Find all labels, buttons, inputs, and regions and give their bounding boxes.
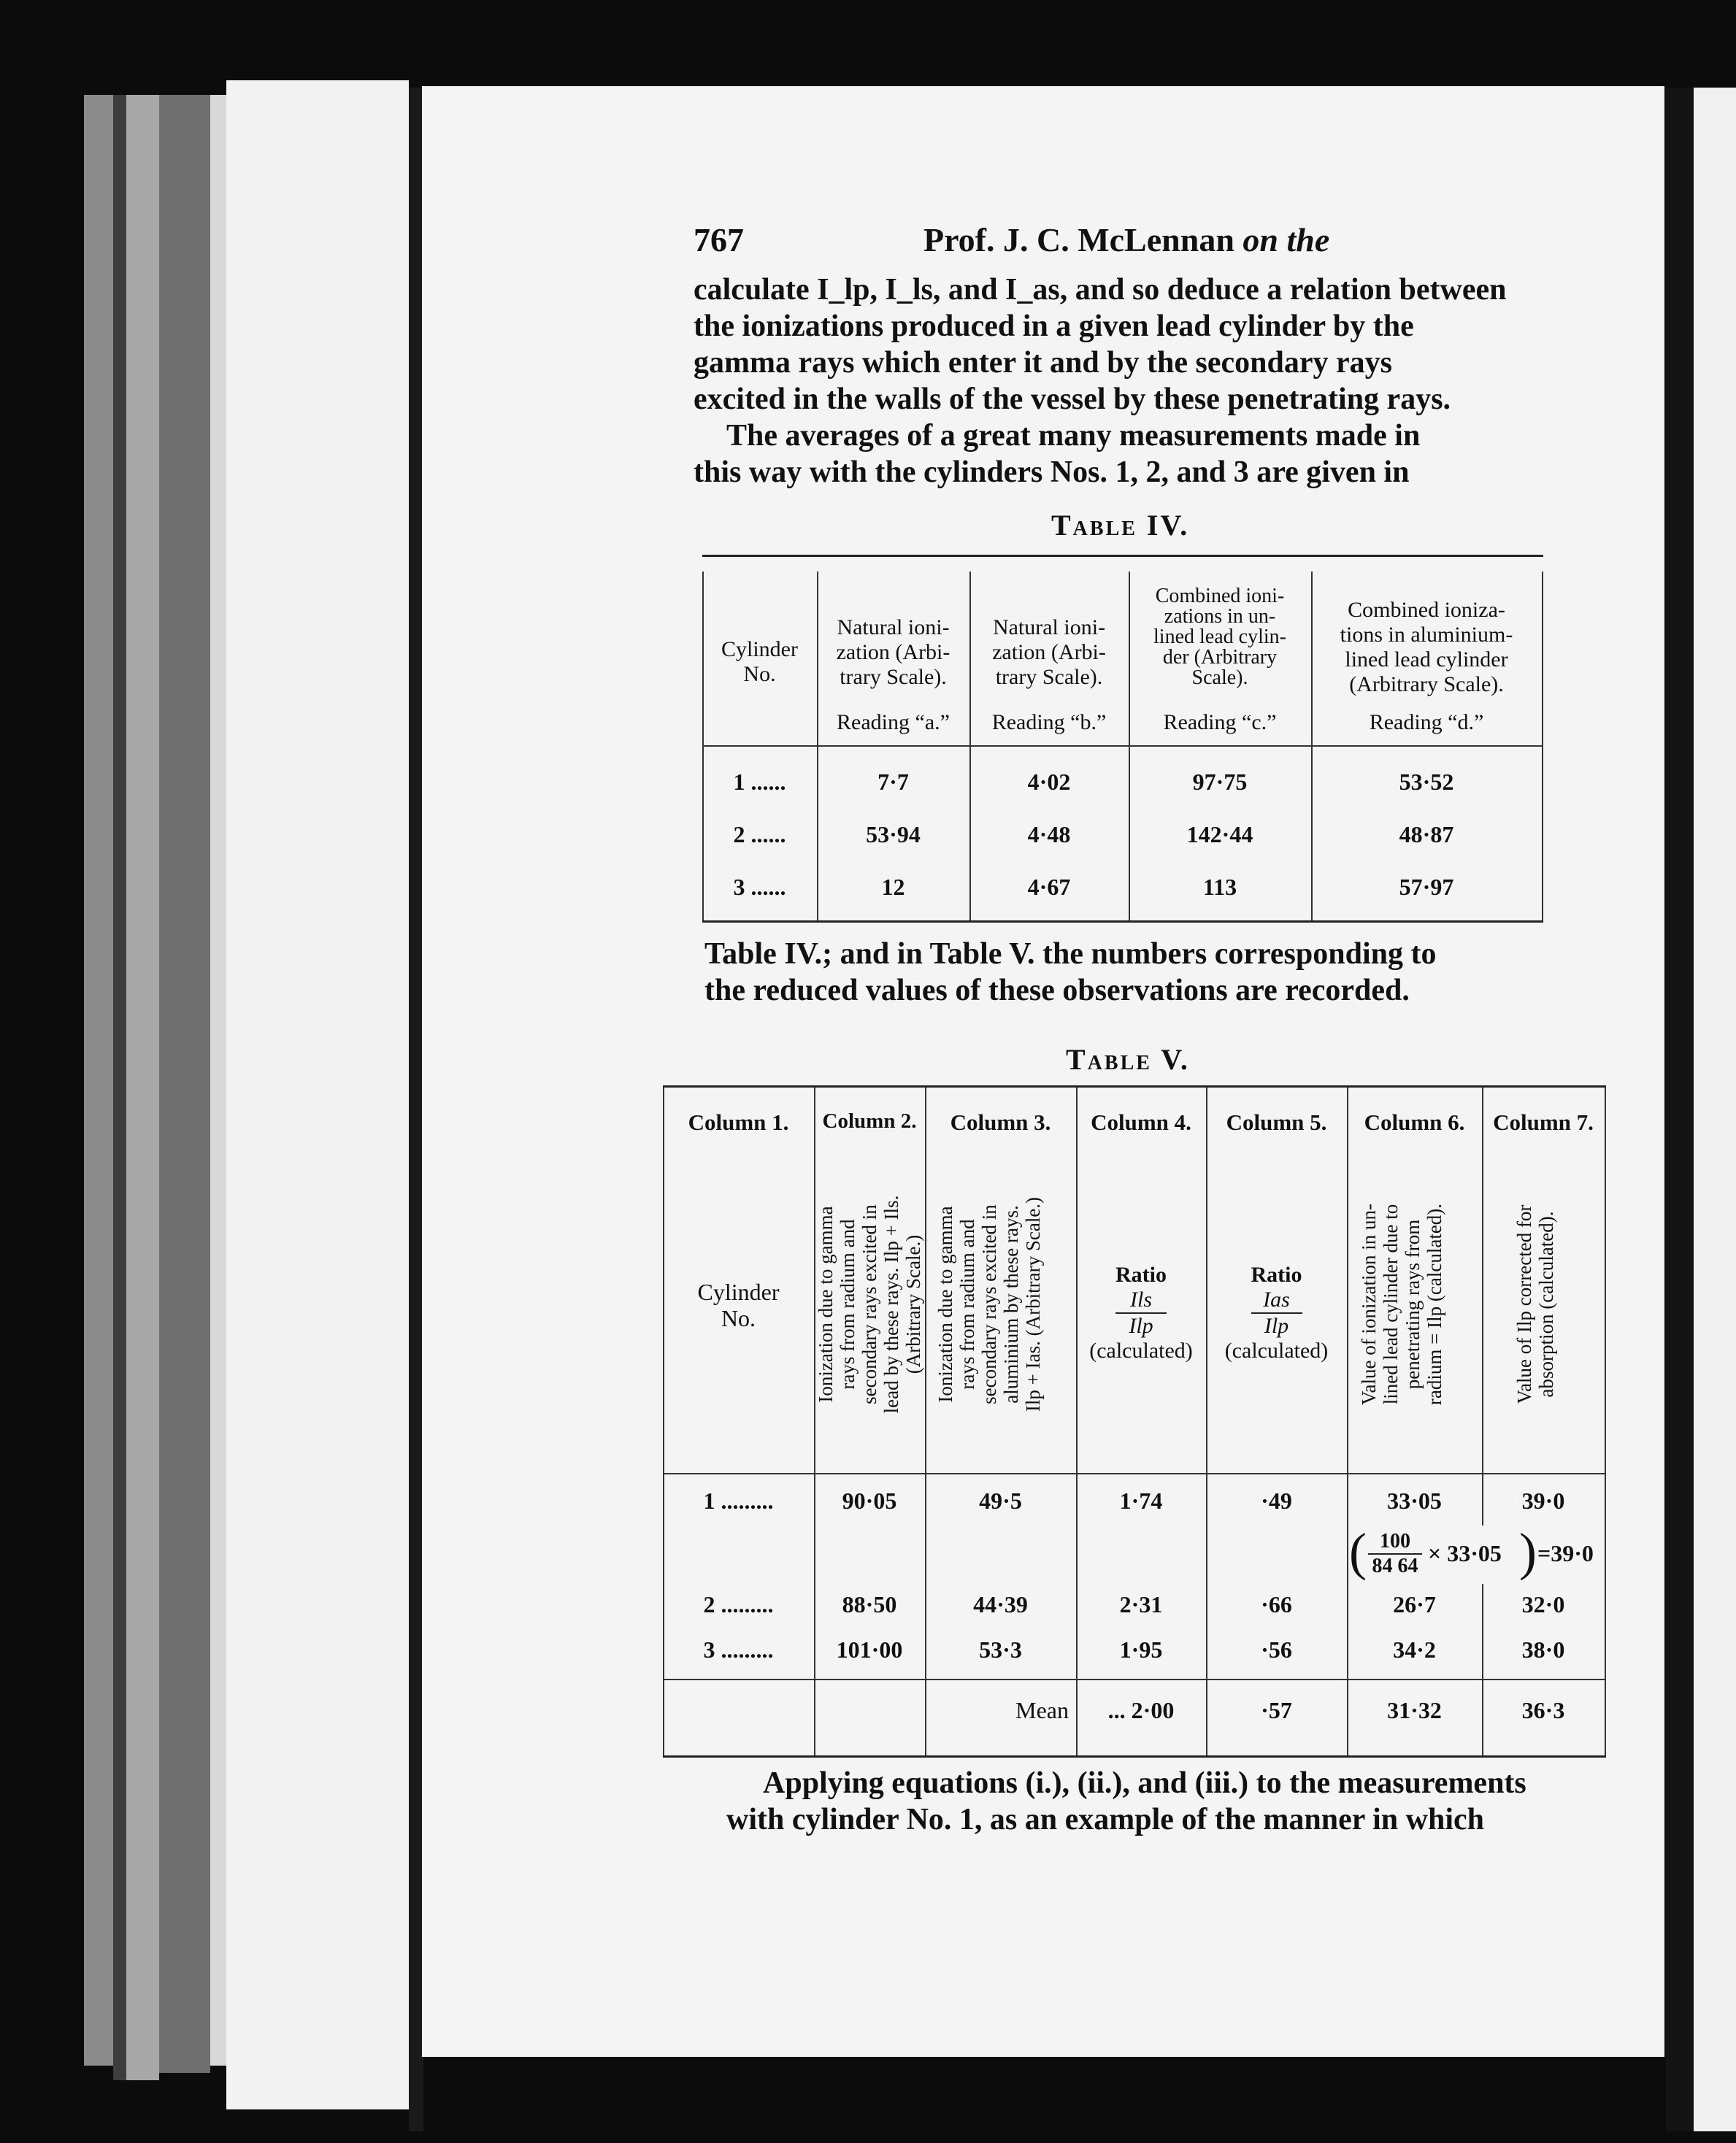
table-4	[702, 555, 1543, 923]
header-line: lined lead cylinder	[1345, 647, 1508, 672]
paren-open: (	[1349, 1523, 1367, 1581]
gutter	[409, 88, 423, 2131]
header-line: penetrating rays from	[1402, 1219, 1424, 1390]
column-title: Column 4.	[1091, 1109, 1191, 1135]
text-line: Applying equations (i.), (ii.), and (iii.) to the measurements	[763, 1766, 1526, 1800]
table-cell: 4·48	[1027, 821, 1071, 847]
table-cell: 142·44	[1186, 821, 1253, 847]
header-line: Ilp + Ias. (Arbitrary Scale.)	[1022, 1196, 1044, 1412]
header-line: (Arbitrary Scale.)	[902, 1234, 924, 1374]
header-line: Value of Ilp corrected for	[1513, 1204, 1535, 1404]
fraction-numerator: 100	[1368, 1530, 1422, 1555]
header-line: secondary rays excited in	[978, 1204, 1000, 1404]
header-line: lined lead cylin-	[1153, 626, 1286, 648]
running-head-italic: on the	[1243, 221, 1330, 258]
correction-multiplier: × 33·05	[1428, 1540, 1502, 1566]
header-line: zation (Arbi-	[992, 640, 1106, 664]
reading-b: Reading “b.”	[991, 710, 1107, 734]
book-edge	[210, 95, 226, 2066]
header-line: Ionization due to gamma	[815, 1206, 837, 1403]
table-4-header-b	[969, 615, 1129, 690]
ratio-label: Ratio	[1115, 1263, 1167, 1287]
correction-result: =39·0	[1537, 1540, 1594, 1566]
table-cell: ·49	[1261, 1488, 1292, 1514]
table-cell: 1·74	[1119, 1488, 1163, 1514]
table-cell: 38·0	[1521, 1636, 1565, 1663]
book-edge	[84, 95, 113, 2066]
column-title: Column 2.	[822, 1109, 917, 1133]
header-line: Ionization due to gamma	[934, 1206, 956, 1403]
table-cell: 4·67	[1027, 874, 1071, 900]
col3-head	[934, 1147, 1044, 1461]
ratio-numerator: Ils	[1115, 1288, 1167, 1314]
header-line: trary Scale).	[840, 665, 947, 689]
col6-head	[1358, 1147, 1445, 1461]
column-title: Column 3.	[950, 1109, 1051, 1135]
header-line: Natural ioni-	[837, 615, 950, 639]
table-cell: 2 ......	[733, 821, 786, 847]
table-cell: 32·0	[1521, 1591, 1565, 1617]
correction-formula	[1349, 1523, 1605, 1584]
col5-head	[1206, 1263, 1347, 1363]
table-cell: 2·31	[1119, 1591, 1163, 1617]
table-4-header-c	[1129, 586, 1311, 688]
table-cell: 3 .........	[703, 1636, 774, 1663]
text-line: this way with the cylinders Nos. 1, 2, and 3 are given in	[694, 455, 1410, 489]
header-line: Natural ioni-	[992, 615, 1106, 639]
col1-head	[663, 1279, 814, 1331]
table-cell: 113	[1202, 874, 1237, 900]
table-cell: 97·75	[1192, 769, 1248, 795]
running-head-title: Prof. J. C. McLennan	[923, 221, 1234, 258]
text-line: the ionizations produced in a given lead cylinder by the	[694, 309, 1414, 343]
table-cell: 12	[881, 874, 905, 900]
table-cell: 2 .........	[703, 1591, 774, 1617]
header-line: trary Scale).	[995, 665, 1103, 689]
table-5	[663, 1085, 1606, 1758]
table-cell: 39·0	[1521, 1488, 1565, 1514]
table-5-caption: Table V.	[1066, 1043, 1190, 1076]
table-4-header-cylinder	[702, 637, 817, 687]
table-cell: 1 .........	[703, 1488, 774, 1514]
table-4-header-d	[1311, 598, 1542, 697]
fraction-denominator: 84 64	[1372, 1555, 1418, 1577]
header-line: rays from radium and	[956, 1219, 978, 1390]
ratio-note: (calculated)	[1089, 1339, 1193, 1363]
table-cell: ... 2·00	[1107, 1697, 1175, 1723]
col7-head	[1513, 1147, 1557, 1461]
text-line: gamma rays which enter it and by the secondary rays	[694, 346, 1393, 380]
reading-d: Reading “d.”	[1369, 710, 1484, 734]
table-cell: 90·05	[842, 1488, 897, 1514]
header-line: Combined ioniza-	[1348, 598, 1505, 622]
table-cell: 1·95	[1119, 1636, 1163, 1663]
text-line: Table IV.; and in Table V. the numbers corresponding to	[704, 937, 1437, 971]
paragraph-3	[726, 1765, 1526, 1838]
table-cell: ·56	[1261, 1636, 1292, 1663]
table-cell: 36·3	[1521, 1697, 1565, 1723]
header-line: radium = Ilp (calculated).	[1424, 1203, 1445, 1406]
table-cell: 101·00	[836, 1636, 903, 1663]
table-cell: 33·05	[1387, 1488, 1442, 1514]
ratio-label: Ratio	[1251, 1263, 1302, 1287]
table-cell: 49·5	[979, 1488, 1022, 1514]
header-line: Scale).	[1191, 666, 1248, 689]
header-line: secondary rays excited in	[859, 1204, 880, 1404]
header-line: Cylinder	[721, 637, 798, 661]
header-line: (Arbitrary Scale).	[1349, 672, 1504, 696]
table-cell: 57·97	[1399, 874, 1454, 900]
ratio-denominator: Ilp	[1264, 1314, 1289, 1338]
header-line: rays from radium and	[837, 1219, 859, 1390]
text-line: the reduced values of these observations are recorded.	[704, 974, 1410, 1007]
reading-a: Reading “a.”	[837, 710, 950, 734]
text-line: The averages of a great many measurements made in	[726, 419, 1421, 453]
table-cell: 53·52	[1399, 769, 1454, 795]
paragraph-1	[694, 272, 1549, 490]
fraction	[1368, 1530, 1422, 1578]
mean-label: Mean	[1015, 1697, 1069, 1723]
col2-head	[815, 1147, 924, 1461]
table-cell: 53·3	[979, 1636, 1022, 1663]
header-line: Value of ionization in un-	[1358, 1204, 1380, 1405]
column-title: Column 7.	[1493, 1109, 1594, 1135]
text-line: with cylinder No. 1, as an example of the manner in which	[726, 1803, 1484, 1836]
table-cell: 31·32	[1387, 1697, 1442, 1723]
text-line: calculate I_lp, I_ls, and I_as, and so deduce a relation between	[694, 273, 1507, 307]
gutter-right	[1666, 88, 1694, 2131]
table-cell: 53·94	[866, 821, 921, 847]
book-edge	[159, 95, 210, 2073]
book-edge	[126, 95, 159, 2080]
table-cell: 88·50	[842, 1591, 897, 1617]
table-cell: ·66	[1261, 1591, 1292, 1617]
facing-page-edge	[226, 80, 409, 2109]
table-cell: 34·2	[1393, 1636, 1436, 1663]
header-line: zation (Arbi-	[836, 640, 950, 664]
table-4-header-a	[817, 615, 969, 690]
table-cell: 7·7	[877, 769, 909, 795]
page-number: 767	[694, 221, 744, 258]
header-line: zations in un-	[1164, 605, 1276, 628]
reading-c: Reading “c.”	[1163, 710, 1277, 734]
book-edge	[113, 95, 126, 2080]
running-head	[923, 220, 1329, 259]
table-cell: 4·02	[1027, 769, 1071, 795]
text-line: excited in the walls of the vessel by these penetrating rays.	[694, 382, 1451, 416]
header-line: lead by these rays. Ilp + Ils.	[880, 1195, 902, 1414]
ratio-numerator: Ias	[1251, 1288, 1302, 1314]
column-title: Column 1.	[688, 1109, 789, 1135]
header-line: Combined ioni-	[1155, 585, 1285, 607]
table-cell: 3 ......	[733, 874, 786, 900]
table-cell: 1 ......	[733, 769, 786, 795]
column-title: Column 5.	[1226, 1109, 1327, 1135]
header-line: tions in aluminium-	[1340, 623, 1513, 647]
header-line: absorption (calculated).	[1535, 1211, 1557, 1398]
table-cell: 48·87	[1399, 821, 1454, 847]
header-line: No.	[721, 1305, 756, 1331]
ratio-denominator: Ilp	[1129, 1314, 1153, 1338]
facing-page-right	[1694, 88, 1736, 2131]
column-title: Column 6.	[1364, 1109, 1465, 1135]
header-line: der (Arbitrary	[1162, 646, 1278, 669]
table-cell: 44·39	[973, 1591, 1028, 1617]
header-line: No.	[743, 662, 776, 686]
header-line: lined lead cylinder due to	[1380, 1204, 1402, 1405]
col4-head	[1076, 1263, 1206, 1363]
ratio-note: (calculated)	[1224, 1339, 1329, 1363]
table-4-caption: Table IV.	[1051, 509, 1190, 542]
header-line: aluminium by these rays.	[1000, 1205, 1022, 1404]
table-cell: 26·7	[1393, 1591, 1436, 1617]
paren-close: )	[1519, 1523, 1537, 1581]
header-line: Cylinder	[697, 1279, 780, 1305]
paragraph-2	[704, 936, 1560, 1009]
table-cell: ·57	[1261, 1697, 1292, 1723]
